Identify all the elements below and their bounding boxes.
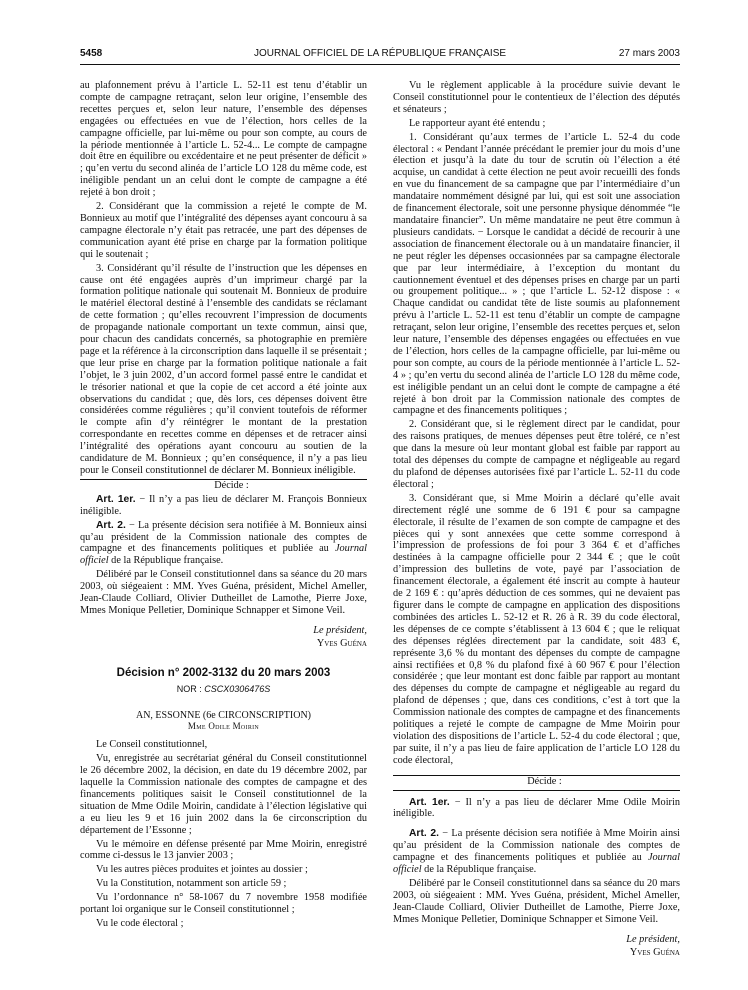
signoff-name: Yves Guéna [629, 946, 680, 958]
decide-heading: Décide : [214, 479, 249, 491]
journal-name: Journal officiel [393, 852, 680, 876]
page-number: 5458 [80, 48, 103, 59]
paragraph: 3. Considérant que, si Mme Moirin a déclaré qu’elle avait directement réglé une somme de 6 191 € pour sa campagne électorale, il résulte de l’examen de son compte de campagne et des pièces qui y sont annexées que cette somme correspond à l’impression de professions de foi pour 3 364 € et d’affiches destinées à la campagne officielle pour 2 344 € ; que le coût d’impression des bulletins de vote, payé par l’association de financement électorale, a également été inscrit au compte à hauteur de 2 169 € : qu’après déduction de ces sommes, qui ne devaient pas figurer dans le compte de campagne en application des dispositions combinées des articles L. 52-12 et R. 26 à R. 39 du code électoral, les dépenses de ce compte s’établissent à 13 604 € ; que le reliquat des dépenses réglées directement par la candidate, soit 483 €, représente 3,6 % du montant des dépenses du compte de campagne ainsi rectifiées et 0,8 % du plafond fixé à 60 967 € pour l’élection considérée ; que leur montant est donc faible par rapport au montant des dépenses du compte de campagne et négligeable au regard du plafond de dépenses ; que, dans ces conditions, c’est à tort que la Commission nationale des comptes de campagne et des financements politiques a rejeté le compte de campagne de Mme Moirin pour violation des dispositions de l’article L. 52-4 du code électoral ; que, par suite, il n’y a pas lieu de faire application de l’article LO 128 du code électoral, [393, 492, 680, 766]
article-label: Art. 2. [409, 828, 439, 840]
article-label: Art. 1er. [96, 493, 136, 505]
article-2 [393, 828, 680, 876]
paragraph: au plafonnement prévu à l’article L. 52-11 est tenu d’établir un compte de campagne retraçant, selon leur origine, l’ensemble des recettes perçues et, selon leur nature, l’ensemble des dépenses engagées ou effectuées en vue de l’élection, hors celles de la campagne officielle, par lui-même ou pour son compte, au cours de la période mentionnée à l’article L. 52-4... Le compte de campagne doit être en équilibre ou excédentaire et ne peut présenter de déficit » ; qu’en vertu du second alinéa de l’article LO 128 du même code, est inéligible pendant un an celui dont le compte de campagne a été rejeté à bon droit ; [80, 80, 367, 199]
journal-name: Journal officiel [80, 543, 367, 567]
signoff [80, 625, 367, 650]
article-text: − Il n’y a pas lieu de déclarer M. François Bonnieux inéligible. [80, 493, 367, 517]
deliberation: Délibéré par le Conseil constitutionnel dans sa séance du 20 mars 2003, où siégeaient : MM. Yves Guéna, président, Michel Ameller, Jean-Claude Colliard, Olivier Dutheillet de Lamothe, Pierre Joxe, Mmes Monique Pelletier, Dominique Schnapper et Simone Veil. [80, 569, 367, 616]
visa: Vu la Constitution, notamment son article 59 ; [96, 878, 287, 890]
journal-title: JOURNAL OFFICIEL DE LA RÉPUBLIQUE FRANÇAISE [253, 48, 507, 59]
candidate-name: Mme Odile Moirin [187, 721, 260, 732]
article-text: − Il n’y a pas lieu de déclarer Mme Odile Moirin inéligible. [393, 796, 680, 820]
deliberation: Délibéré par le Conseil constitutionnel dans sa séance du 20 mars 2003, où siégeaient : MM. Yves Guéna, président, Michel Ameller, Jean-Claude Colliard, Olivier Dutheillet de Lamothe, Pierre Joxe, Mmes Monique Pelletier, Dominique Schnapper et Simone Veil. [393, 878, 680, 925]
signoff-role: Le président, [626, 933, 680, 945]
visa: Vu l’ordonnance n° 58-1067 du 7 novembre 1958 modifiée portant loi organique sur le Conseil constitutionnel ; [80, 892, 367, 916]
visa: Vu le code électoral ; [96, 918, 184, 929]
page-header [80, 48, 680, 65]
visa: Vu, enregistrée au secrétariat général du Conseil constitutionnel le 26 décembre 2002, la décision, en date du 19 décembre 2002, par laquelle la Commission nationale des comptes de campagne et des financements politiques saisit le Conseil constitutionnel de la situation de Mme Odile Moirin, candidate à l’élection législative qui a eu lieu les 9 et 16 juin 2002 dans la 6e circonscription du département de l’Essonne ; [80, 753, 367, 836]
visa: Vu le mémoire en défense présenté par Mme Moirin, enregistré comme ci-dessus le 13 janvier 2003 ; [80, 838, 367, 862]
paragraph: 3. Considérant qu’il résulte de l’instruction que les dépenses en cause ont été engagées auprès d’un imprimeur chargé par la formation politique nationale qui soutenait M. Bonnieux de produire le matériel électoral destiné à l’ensemble des candidats se réclamant de cette formation ; qu’elles recouvrent l’impression de documents de propagande nationale comportant un texte commun, ainsi que, pour chacun des candidats concernés, sa photographie en première page et la référence à la circonscription dans laquelle il se présentait ; que leur prise en charge par la formation politique nationale a fait l’objet, le 3 juin 2002, d’un accord formel passé entre le candidat et le trésorier national et que la copie de cet accord a été jointe aux observations du candidat ; que, dès lors, ces dépenses doivent être considérées comme régulières ; qu’il convient toutefois de réformer le compte afin d’y réintégrer le montant de la prestation correspondante en recettes comme en dépenses et de retracer ainsi l’intégralité des opérations ayant concouru au soutien de la candidature de M. Bonnieux ; qu’en conséquence, il n’y a pas lieu pour le Conseil constitutionnel de déclarer M. Bonnieux inéligible. [80, 262, 367, 476]
nor-code: CSCX0306476S [204, 683, 271, 694]
paragraph: Le rapporteur ayant été entendu ; [409, 117, 546, 129]
signoff [393, 934, 680, 959]
article-2 [80, 520, 367, 568]
article-1 [80, 494, 367, 518]
signoff-role: Le président, [313, 624, 367, 636]
article-text: − La présente décision sera notifiée à M. Bonnieux ainsi qu’au président de la Commission nationale des comptes de campagne et des financements politiques et publiée au [80, 519, 368, 555]
article-1 [393, 797, 680, 821]
left-column [80, 80, 367, 932]
signoff-name: Yves Guéna [316, 637, 367, 649]
nor-line [80, 684, 367, 696]
issue-date: 27 mars 2003 [618, 48, 680, 59]
paragraph: Le Conseil constitutionnel, [96, 739, 208, 751]
visa: Vu les autres pièces produites et jointes au dossier ; [96, 864, 308, 876]
article-label: Art. 2. [96, 519, 126, 531]
article-text: − La présente décision sera notifiée à Mme Moirin ainsi qu’au président de la Commission nationale des comptes de campagne et des financements politiques et publiée au [393, 828, 680, 864]
article-text: de la République française. [108, 555, 224, 567]
decide-heading: Décide : [527, 775, 562, 787]
decision-title: Décision n° 2002-3132 du 20 mars 2003 [116, 666, 331, 679]
paragraph: 2. Considérant que, si le règlement direct par le candidat, pour des raisons pratiques, de menues dépenses peut être toléré, ce n’est que dans la mesure où leur montant global est faible par rapport au total des dépenses du compte de campagne et négligeable au regard du plafond de dépenses autorisées fixé par l’article L. 52-11 du code électoral ; [393, 419, 680, 490]
paragraph: 2. Considérant que la commission a rejeté le compte de M. Bonnieux au motif que l’intégralité des dépenses ayant concouru à sa campagne électorale n’y était pas retracée, une part des dépenses de communication ayant été prise en charge par la formation politique qui le soutenait ; [80, 201, 367, 260]
right-column [393, 80, 680, 958]
article-text: de la République française. [421, 864, 537, 876]
visa: Vu le règlement applicable à la procédure suivie devant le Conseil constitutionnel pour le contentieux de l’élection des députés et sénateurs ; [393, 80, 680, 115]
article-label: Art. 1er. [409, 796, 450, 808]
nor-label: NOR : [176, 683, 205, 694]
constituency: AN, ESSONNE (6e CIRCONSCRIPTION) [135, 709, 311, 721]
paragraph: 1. Considérant qu’aux termes de l’article L. 52-4 du code électoral : « Pendant l’année précédant le premier jour du mois d’une élection et jusqu’à la date du tour de scrutin où l’élection a été acquise, un candidat à cette élection ne peut avoir recueilli des fonds en vue du financement de sa campagne que par l’intermédiaire d’un mandataire nommément désigné par lui, qui est soit une association de financement électorale, soit une personne physique dénommée “le mandataire financier”. Un même mandataire ne peut être commun à plusieurs candidats. − Lorsque le candidat a décidé de recourir à une association de financement électorale ou à un mandataire financier, il ne peut régler les dépenses occasionnées par sa campagne électorale que par leur intermédiaire, à l’exception du montant du cautionnement éventuel et des dépenses prises en charge par un parti ou groupement politique... » ; que l’article L. 52-12 dispose : « Chaque candidat ou candidat tête de liste soumis au plafonnement prévu à l’article L. 52-11 est tenu d’établir un compte de campagne retraçant, selon leur origine, l’ensemble des recettes perçues et, selon leur nature, l’ensemble des dépenses engagées ou effectuées en vue de l’élection, hors celles de la campagne officielle, par lui-même ou pour son compte, au cours de la période mentionnée à l’article L. 52-4 » ; qu’en vertu du second alinéa de l’article LO 128 du même code, est inéligible pendant un an celui dont le compte de campagne a été rejeté à bon droit par la Commission nationale des comptes de campagne et des financements politiques ; [393, 131, 680, 417]
